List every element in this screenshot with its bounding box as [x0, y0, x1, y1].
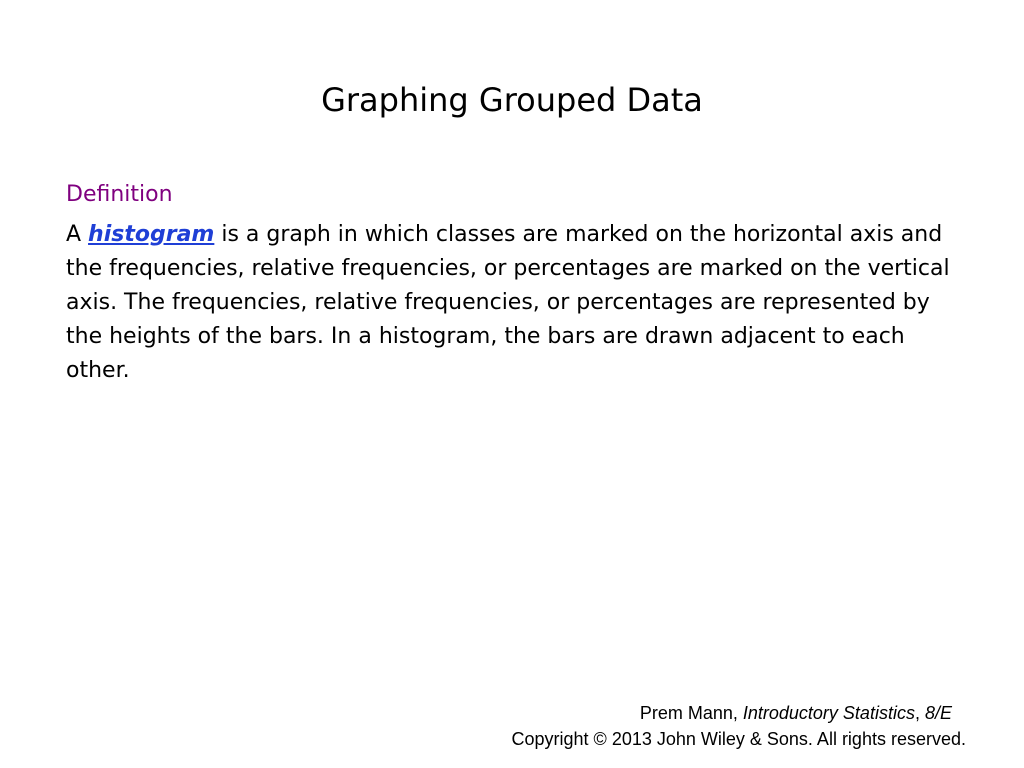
footer-author: Prem Mann,	[639, 703, 743, 723]
footer-citation	[512, 700, 966, 726]
definition-lead: A	[66, 222, 89, 247]
definition-rest: is a graph in which classes are marked on the horizontal axis and the frequencies, relative frequencies, or percentages are marked on the vertical axis. The frequencies, relative frequencies, or percentages are represented by the heights of the bars. In a histogram, the bars are drawn adjacent to each other.	[66, 222, 950, 383]
footer	[512, 700, 966, 752]
term-histogram-link[interactable]: histogram	[88, 222, 215, 247]
definition-text	[66, 218, 966, 388]
footer-edition: 8/E	[924, 703, 952, 723]
footer-copyright: Copyright © 2013 John Wiley & Sons. All rights reserved.	[511, 729, 966, 749]
definition-label: Definition	[66, 182, 173, 207]
footer-separator: ,	[914, 703, 925, 723]
footer-book-title: Introductory Statistics	[742, 703, 915, 723]
slide-title: Graphing Grouped Data	[321, 81, 703, 119]
